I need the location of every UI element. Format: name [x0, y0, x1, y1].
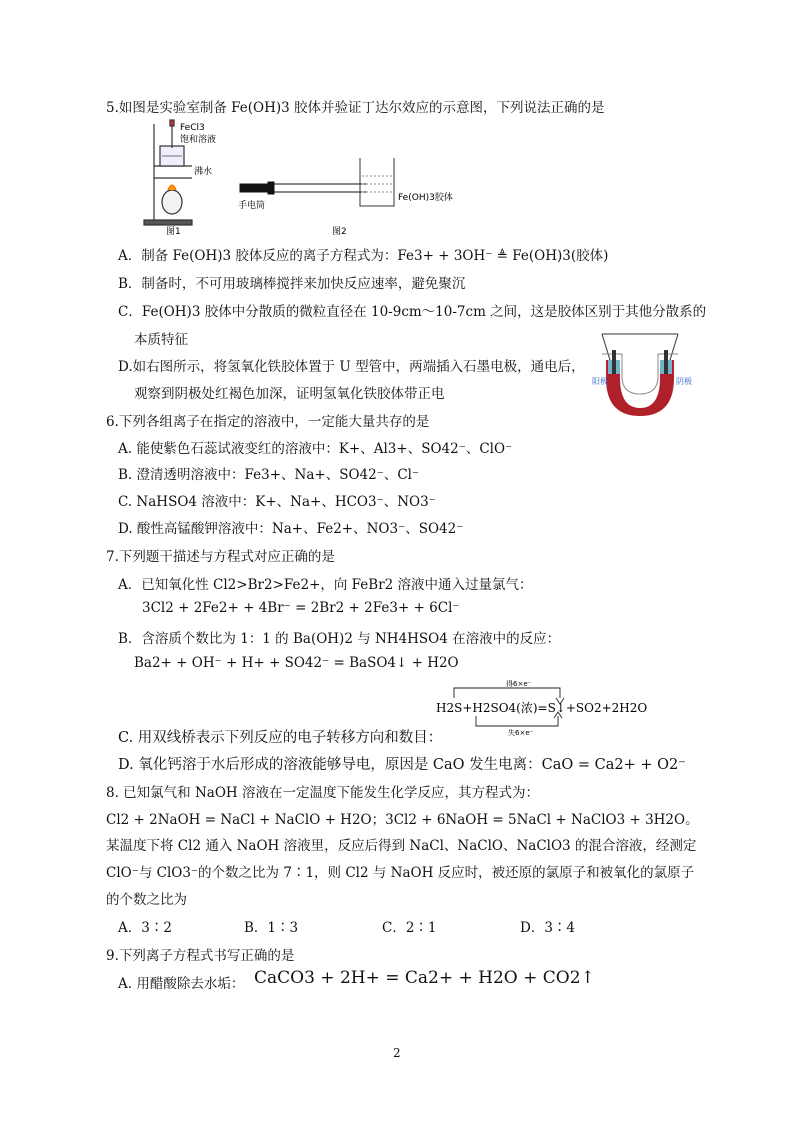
q8-stem: 8. 已知氯气和 NaOH 溶液在一定温度下能发生化学反应，其方程式为：: [106, 785, 539, 801]
anode-label: 阳极: [592, 377, 608, 386]
bridge-loss-label: 失6×e⁻: [508, 729, 534, 737]
q8-option-d: D．3∶4: [520, 920, 576, 936]
colloid-label: Fe(OH)3胶体: [398, 193, 453, 203]
fig1-caption: 图1: [166, 227, 181, 237]
q7-option-a-equation: 3Cl2 + 2Fe2+ + 4Br⁻ = 2Br2 + 2Fe3+ + 6Cl⁻: [142, 600, 460, 616]
fig2-caption: 图2: [332, 227, 347, 237]
q8-option-b: B．1∶3: [244, 920, 299, 936]
q6-option-c: C. NaHSO4 溶液中：K+、Na+、HCO3⁻、NO3⁻: [118, 494, 436, 510]
tyndall-apparatus-figure: [136, 118, 466, 236]
q8-option-c: C．2∶1: [382, 920, 437, 936]
q8-option-a: A．3∶2: [118, 920, 172, 936]
q6-option-b: B. 澄清透明溶液中：Fe3+、Na+、SO42⁻、Cl⁻: [118, 467, 420, 483]
q7-option-b-equation: Ba2+ + OH⁻ + H+ + SO42⁻ = BaSO4↓ + H2O: [134, 655, 459, 671]
q9-option-a-equation: CaCO3 + 2H+ = Ca2+ + H2O + CO2↑: [254, 968, 595, 988]
q7-option-d: D. 氧化钙溶于水后形成的溶液能够导电，原因是 CaO 发生电离：CaO = Ca2+ + O2⁻: [118, 757, 686, 773]
q5-option-c-line1: C．Fe(OH)3 胶体中分散质的微粒直径在 10-9cm～10-7cm 之间，这是胶体区别于其他分散系的: [118, 304, 707, 320]
q5-option-a: A．制备 Fe(OH)3 胶体反应的离子方程式为：Fe3+ + 3OH⁻ ≜ Fe(OH)3(胶体): [118, 248, 609, 264]
q5-option-d-line2: 观察到阴极处红褐色加深，证明氢氧化铁胶体带正电: [134, 386, 445, 402]
q5-option-b: B．制备时，不可用玻璃棒搅拌来加快反应速率，避免聚沉: [118, 276, 466, 292]
bridge-equation: H2S+H2SO4(浓)=S↓+SO2+2H2O: [436, 701, 648, 715]
q8-para-line1: 某温度下将 Cl2 通入 NaOH 溶液里，反应后得到 NaCl、NaClO、NaClO3 的混合溶液，经测定: [106, 838, 697, 854]
q7-option-c: C. 用双线桥表示下列反应的电子转移方向和数目：: [118, 730, 443, 746]
electron-transfer-bridge: [436, 676, 648, 738]
q8-para-line2: ClO⁻与 ClO3⁻的个数之比为 7∶1，则 Cl2 与 NaOH 反应时，被还原的氯原子和被氧化的氯原子: [106, 865, 695, 881]
q8-para-line3: 的个数之比为: [106, 892, 187, 908]
u-tube-electrolysis-figure: [592, 320, 692, 416]
q7-option-b-line1: B．含溶质个数比为 1：1 的 Ba(OH)2 与 NH4HSO4 在溶液中的反应：: [118, 631, 561, 647]
flashlight-label: 手电筒: [238, 201, 266, 211]
q9-stem: 9.下列离子方程式书写正确的是: [106, 948, 295, 964]
cathode-label: 阴极: [676, 377, 692, 386]
q6-stem: 6.下列各组离子在指定的溶液中，一定能大量共存的是: [106, 414, 430, 430]
saturated-solution-label: 饱和溶液: [180, 135, 217, 145]
q8-equations: Cl2 + 2NaOH = NaCl + NaClO + H2O；3Cl2 + 6NaOH = 5NaCl + NaClO3 + 3H2O。: [106, 812, 699, 828]
q5-stem: 5.如图是实验室制备 Fe(OH)3 胶体并验证丁达尔效应的示意图，下列说法正确的是: [106, 100, 605, 116]
bridge-gain-label: 得6×e⁻: [506, 680, 532, 688]
beaker-icon: [360, 158, 394, 206]
fecl3-label: FeCl3: [180, 123, 205, 133]
q6-option-d: D. 酸性高锰酸钾溶液中：Na+、Fe2+、NO3⁻、SO42⁻: [118, 521, 464, 537]
q7-option-a-line1: A．已知氧化性 Cl2>Br2>Fe2+，向 FeBr2 溶液中通入过量氯气：: [118, 577, 533, 593]
boiling-water-label: 沸水: [194, 167, 213, 177]
flashlight-icon: [240, 182, 368, 194]
u-tube-icon: [602, 334, 678, 416]
q9-option-a-label: A. 用醋酸除去水垢：: [118, 976, 245, 992]
q5-option-d-line1: D.如右图所示，将氢氧化铁胶体置于 U 型管中，两端插入石墨电极，通电后，: [118, 359, 585, 375]
page-number: 2: [393, 1046, 401, 1060]
q7-stem: 7.下列题干描述与方程式对应正确的是: [106, 549, 335, 565]
q5-option-c-line2: 本质特征: [134, 332, 188, 348]
q6-option-a: A. 能使紫色石蕊试液变红的溶液中：K+、Al3+、SO42⁻、ClO⁻: [118, 441, 513, 457]
